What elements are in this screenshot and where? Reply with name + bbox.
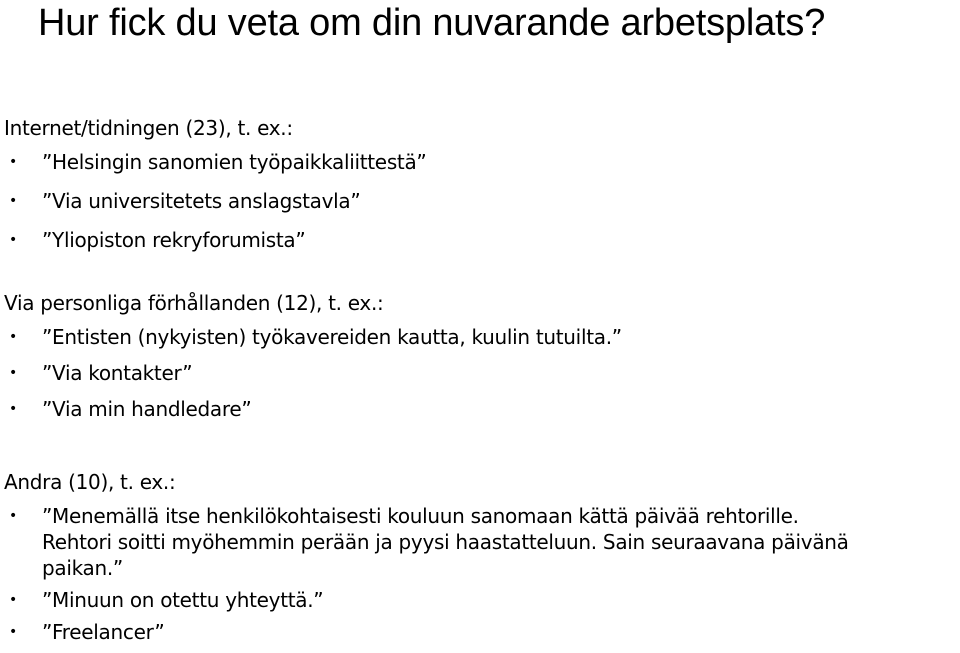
- bullet-icon: •: [9, 592, 17, 608]
- slide-title: Hur fick du veta om din nuvarande arbetsplats?: [38, 2, 826, 44]
- section-heading-other: Andra (10), t. ex.:: [4, 470, 176, 494]
- bullet-icon: •: [9, 329, 17, 345]
- bullet-list-personal: [0, 324, 622, 422]
- list-item: [0, 188, 427, 214]
- bullet-icon: •: [9, 624, 17, 640]
- list-item: [0, 324, 622, 350]
- list-item: [0, 587, 849, 613]
- list-item: [0, 503, 849, 581]
- list-item-text: ”Minuun on otettu yhteyttä.”: [42, 588, 324, 612]
- list-item-text: ”Entisten (nykyisten) työkavereiden kautta, kuulin tutuilta.”: [42, 325, 622, 349]
- section-heading-internet: Internet/tidningen (23), t. ex.:: [4, 116, 293, 140]
- list-item: [0, 149, 427, 175]
- list-item-text: ”Via universitetets anslagstavla”: [42, 189, 361, 213]
- list-item: [0, 619, 849, 645]
- bullet-list-other: [0, 503, 849, 645]
- list-item: [0, 227, 427, 253]
- section-heading-personal: Via personliga förhållanden (12), t. ex.:: [4, 291, 384, 315]
- bullet-icon: •: [9, 508, 17, 524]
- list-item-text: ”Via min handledare”: [42, 397, 252, 421]
- bullet-icon: •: [9, 401, 17, 417]
- bullet-icon: •: [9, 154, 17, 170]
- bullet-icon: •: [9, 232, 17, 248]
- list-item: [0, 396, 622, 422]
- list-item: [0, 360, 622, 386]
- bullet-list-internet: [0, 149, 427, 253]
- list-item-text: ”Yliopiston rekryforumista”: [42, 228, 306, 252]
- bullet-icon: •: [9, 365, 17, 381]
- list-item-text-line-1: ”Menemällä itse henkilökohtaisesti kouluun sanomaan kättä päivää rehtorille.: [42, 504, 799, 528]
- list-item-text: ”Freelancer”: [42, 620, 165, 644]
- list-item-text-line-3: paikan.”: [42, 556, 123, 580]
- list-item-text-line-2: Rehtori soitti myöhemmin perään ja pyysi haastatteluun. Sain seuraavana päivänä: [42, 530, 849, 554]
- bullet-icon: •: [9, 193, 17, 209]
- list-item-text: ”Helsingin sanomien työpaikkaliittestä”: [42, 150, 427, 174]
- list-item-text: ”Via kontakter”: [42, 361, 193, 385]
